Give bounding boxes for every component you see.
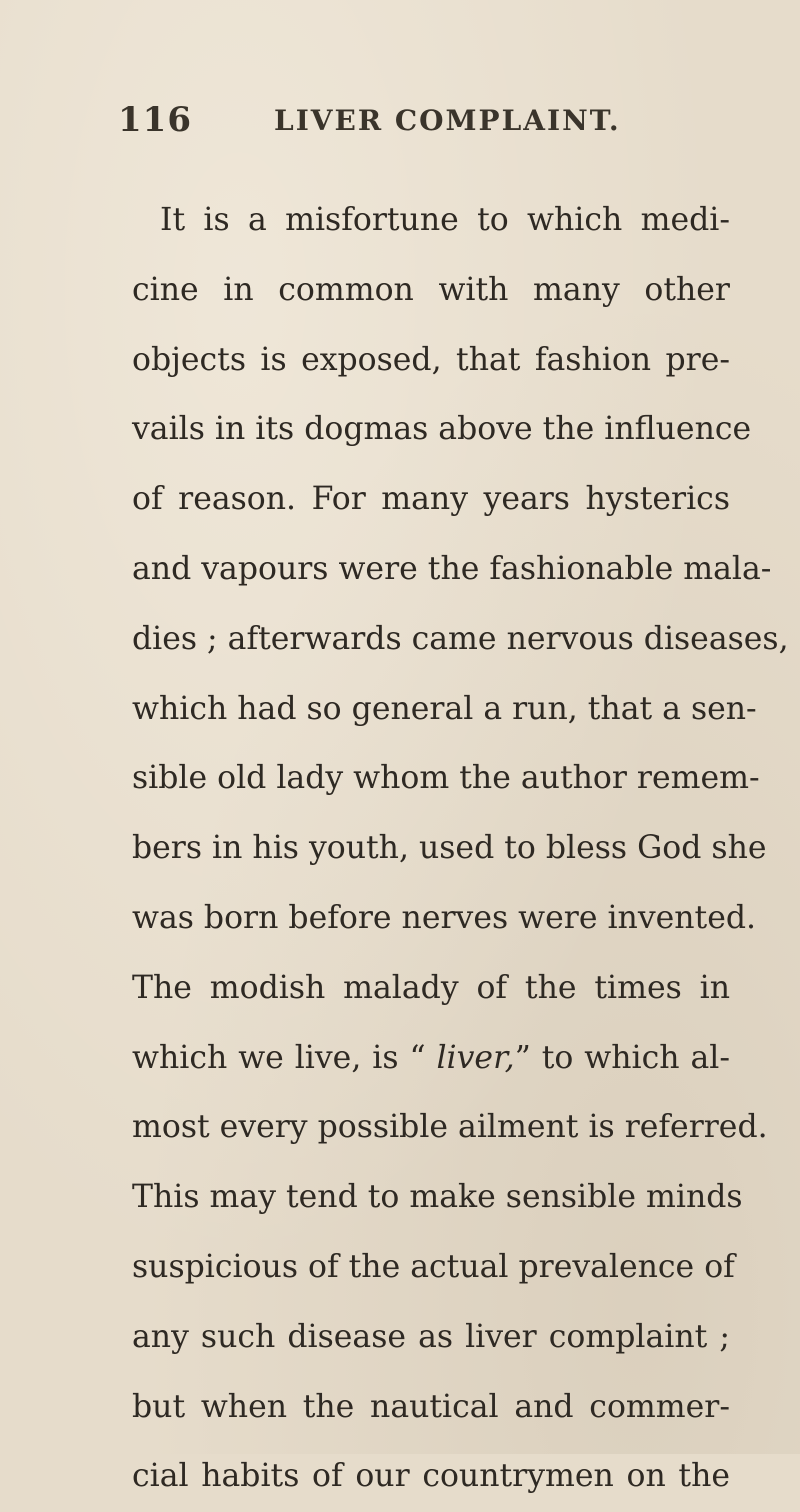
text-line: bers in his youth, used to bless God she bbox=[132, 830, 767, 867]
text-line: suspicious of the actual prevalence of bbox=[132, 1248, 735, 1285]
text-line: was born before nerves were invented. bbox=[132, 899, 757, 936]
page-number: 116 bbox=[118, 100, 192, 140]
text-line: of reason. For many years hysterics bbox=[132, 481, 730, 518]
text-line: sible old lady whom the author remem- bbox=[132, 760, 760, 797]
italic-word: liver, bbox=[436, 1039, 515, 1076]
text-line: dies ; afterwards came nervous diseases, bbox=[132, 620, 789, 657]
text-line: vails in its dogmas above the influence bbox=[132, 411, 752, 448]
text-line: any such disease as liver complaint ; bbox=[132, 1318, 730, 1355]
text-line-with-italic bbox=[132, 1024, 730, 1094]
text-line: objects is exposed, that fashion pre- bbox=[132, 341, 730, 378]
text-line: but when the nautical and commer- bbox=[132, 1388, 730, 1425]
text-line: most every possible ailment is referred. bbox=[132, 1109, 768, 1146]
text-fragment: ” to which al- bbox=[514, 1039, 730, 1076]
text-line: and vapours were the fashionable mala- bbox=[132, 550, 772, 587]
text-line: The modish malady of the times in bbox=[132, 969, 730, 1006]
running-head: LIVER COMPLAINT. bbox=[274, 104, 621, 137]
text-line: cine in common with many other bbox=[132, 271, 730, 308]
text-fragment: which we live, is “ bbox=[132, 1039, 437, 1076]
text-line: which had so general a run, that a sen- bbox=[132, 690, 757, 727]
text-line: This may tend to make sensible minds bbox=[132, 1179, 743, 1216]
text-line: cial habits of our countrymen on the bbox=[132, 1458, 730, 1495]
body-text bbox=[132, 186, 789, 1512]
page-header bbox=[118, 100, 758, 150]
text-line: It is a misfortune to which medi- bbox=[160, 202, 730, 238]
